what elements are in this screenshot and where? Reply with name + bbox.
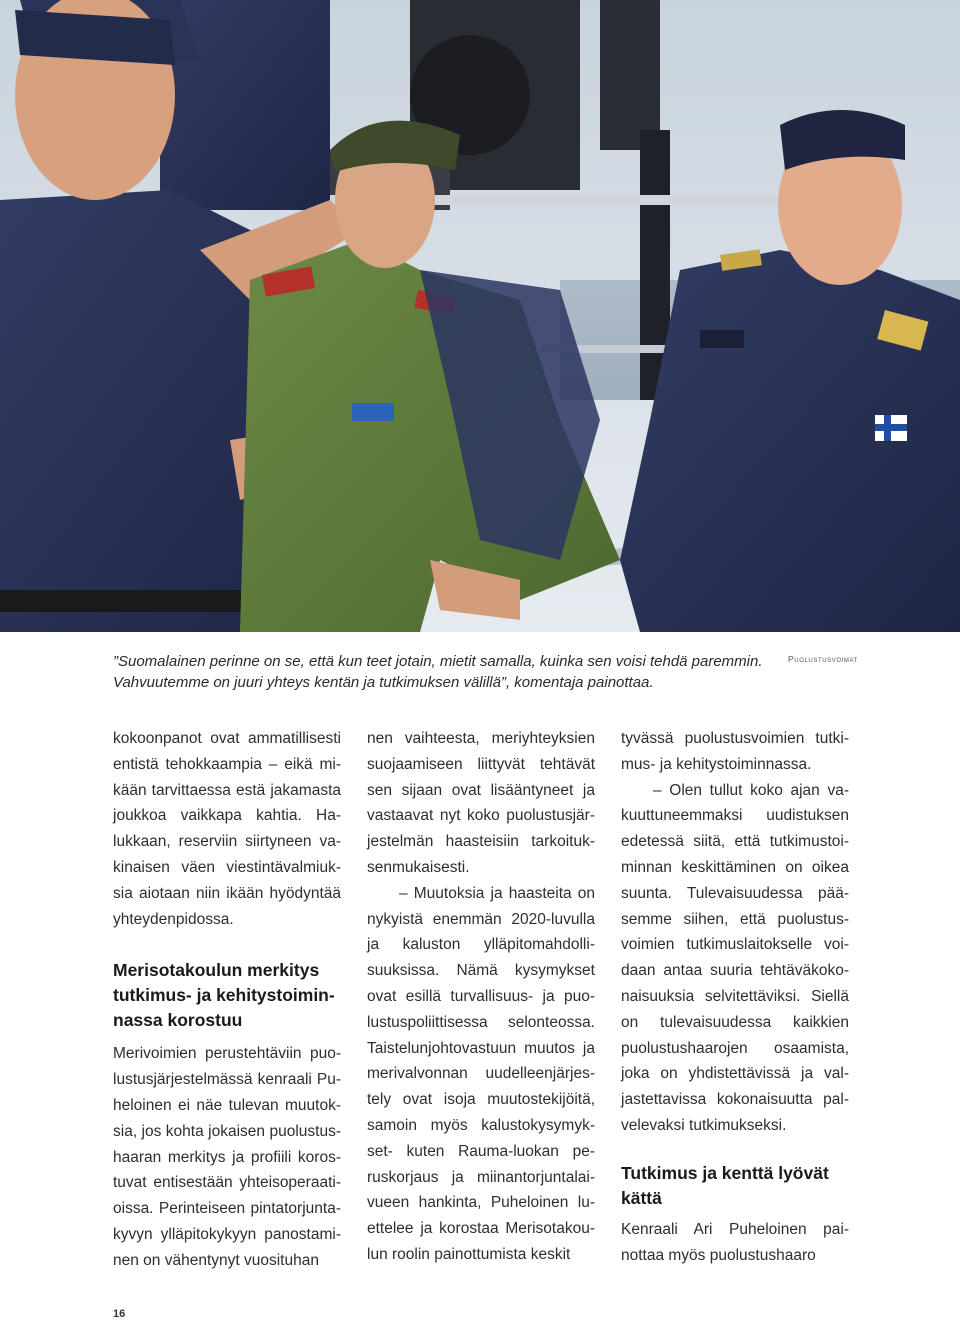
paragraph: – Olen tullut koko ajan vakuuttuneemmaksi uudistuksen edetessä siitä, että tutkimustoiminnan keskittäminen on oikea suunta. Tulevaisuudessa pääsemme siihen, että puolustusvoimien tutkimuslaitokselle voidaan antaa suuria tehtäväkokonaisuuksia selvitettäviksi. Siellä on tulevaisuudessa kaikkien puolustushaarojen osaamista, joka on yhdistettävissä ja valjastettavissa kokonaisuutta palvelevaksi tutkimukseksi.	[621, 781, 849, 1134]
paragraph: kokoonpanot ovat ammatillisesti entistä tehokkaampia – eikä mikään tarvittaessa estä jakamasta joukkoa vaikkapa kahtia. Halukkaan, reserviin siirtyneen vakinaisen väen viestintävalmiuksia aiotaan niin ikään hyödyntää yhteydenpidossa.	[113, 730, 341, 928]
paragraph: tyvässä puolustusvoimien tutkimus- ja kehitystoiminnassa.	[621, 730, 849, 773]
paragraph: nen vaihteesta, meriyhteyksien suojaamiseen liittyvät tehtävät sen sijaan ovat lisääntyneet ja vastaavat nyt koko puolustusjärjestelmän haasteisiin tarkoituksenmukaisesti.	[367, 730, 595, 876]
paragraph: Kenraali Ari Puheloinen painottaa myös puolustushaaro	[621, 1220, 849, 1264]
paragraph: – Muutoksia ja haasteita on nykyistä enemmän 2020-luvulla ja kaluston ylläpitomahdollisuuksissa. Nämä kysymykset ovat esillä turvallisuus- ja puolustuspoliittisessa selonteossa. Taistelunjohtovastuun muutos ja merivalvonnan uudelleenjärjestely ovat isoja muutostekijöitä, samoin myös kalustokysymykset- kuten Rauma-luokan peruskorjaus ja miinantorjuntalaivueen hankinta, Puheloinen luettelee ja korostaa Merisotakoulun roolin painottumista keskit	[367, 884, 595, 1263]
subheading: Tutkimus ja kenttä lyövät kättä	[621, 1162, 829, 1208]
text-column-3	[621, 726, 849, 1268]
caption-line-2: Vahvuutemme on juuri yhteys kentän ja tutkimuksen välillä”, komentaja painottaa.	[113, 674, 654, 691]
page-number: 16	[113, 1308, 126, 1320]
photo-caption	[113, 651, 793, 693]
section-label: Puolustusvoimat	[788, 654, 858, 664]
text-column-2	[367, 726, 595, 1268]
text-column-1	[113, 726, 341, 1274]
caption-line-1: ”Suomalainen perinne on se, että kun teet jotain, mietit samalla, kuinka sen voisi tehdä paremmin.	[113, 653, 763, 670]
subheading: Merisotakoulun merkitys tutkimus- ja kehitystoiminnassa korostuu	[113, 960, 335, 1031]
paragraph: Merivoimien perustehtäviin puolustusjärjestelmässä kenraali Puheloinen ei näe tulevan muutoksia, jos kohta jokaisen puolustushaaran merkitys ja profiili korostuvat entisestään yhteisoperaatioissa. Perinteiseen pintatorjuntakyvyn ylläpitokykyyn panostaminen on vähentynyt vuosituhan	[113, 1045, 341, 1269]
cover-photo	[0, 0, 960, 632]
